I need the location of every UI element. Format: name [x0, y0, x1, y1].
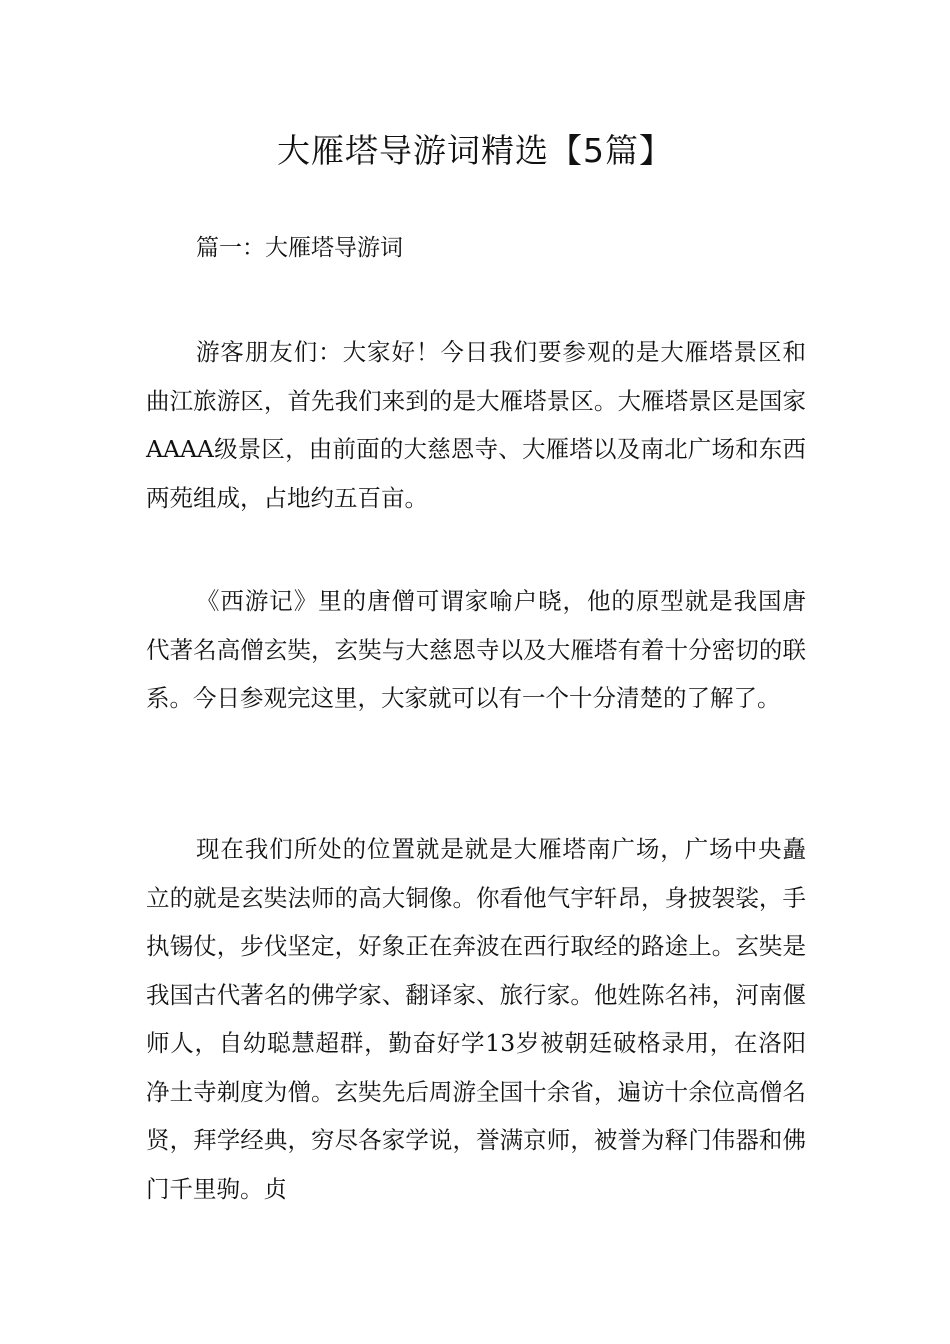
document-title: 大雁塔导游词精选【5篇】: [277, 131, 673, 170]
paragraph-south-square: 现在我们所处的位置就是就是大雁塔南广场，广场中央矗立的就是玄奘法师的高大铜像。你看他气宇轩昂，身披袈裟，手执锡仗，步伐坚定，好象正在奔波在西行取经的路途上。玄奘是我国古代著名的佛学家、翻译家、旅行家。他姓陈名祎，河南偃师人，自幼聪慧超群，勤奋好学13岁被朝廷破格录用，在洛阳净土寺剃度为僧。玄奘先后周游全国十余省，遍访十余位高僧名贤，拜学经典，穷尽各家学说，誉满京师，被誉为释门伟器和佛门千里驹。贞: [146, 835, 806, 1203]
paragraph-xuanzang-background: 《西游记》里的唐僧可谓家喻户晓，他的原型就是我国唐代著名高僧玄奘，玄奘与大慈恩寺以及大雁塔有着十分密切的联系。今日参观完这里，大家就可以有一个十分清楚的了解了。: [146, 587, 806, 712]
section-heading: 篇一：大雁塔导游词: [196, 235, 403, 261]
paragraph-intro: 游客朋友们：大家好！今日我们要参观的是大雁塔景区和曲江旅游区，首先我们来到的是大雁塔景区。大雁塔景区是国家AAAA级景区，由前面的大慈恩寺、大雁塔以及南北广场和东西两苑组成，占地约五百亩。: [146, 338, 806, 512]
